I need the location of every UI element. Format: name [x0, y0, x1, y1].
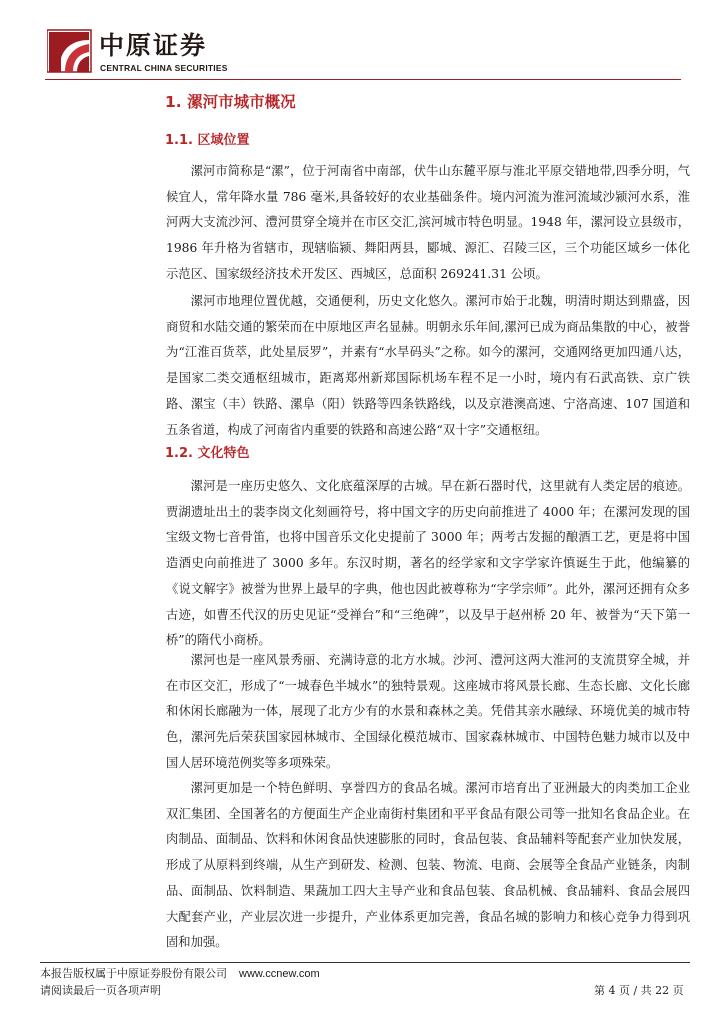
paragraph-culture-3: 漯河更加是一个特色鲜明、享誉四方的食品名城。漯河市培育出了亚洲最大的肉类加工企业双汇集团、全国著名的方便面生产企业南街村集团和平平食品有限公司等一批知名食品企业。在肉制品、面制品、饮料和休闲食品快速膨胀的同时，食品包装、食品辅料等配套产业加快发展，形成了从原料到终端，从生产到研发、检测、包装、物流、电商、会展等全食品产业链条，肉制品、面制品、饮料制造、果蔬加工四大主导产业和食品包装、食品机械、食品辅料、食品会展四大配套产业，产业层次进一步提升，产业体系更加完善，食品名城的影响力和核心竞争力得到巩固和加强。 — [166, 781, 690, 950]
footer-copyright-line — [40, 967, 320, 981]
paragraph-location-1: 漯河市简称是“漯”，位于河南省中南部，伏牛山东麓平原与淮北平原交错地带,四季分明，气候宜人，常年降水量 786 毫米,具备较好的农业基础条件。境内河流为淮河流域沙颍河水系，淮河两大支流沙河、澧河贯穿全境并在市区交汇,滨河城市特色明显。1948 年，漯河设立县级市，1986 年升格为省辖市，现辖临颍、舞阳两县，郾城、源汇、召陵三区，三个功能区域乡一体化示范区、国家级经济技术开发区、西城区，总面积 269241.31 公顷。 — [166, 164, 690, 281]
company-logo — [47, 28, 247, 78]
logo-chinese-name: 中原证券 — [99, 31, 208, 60]
logo-emblem-icon — [47, 28, 93, 74]
page-number: 第 4 页 / 共 22 页 — [594, 984, 684, 997]
footer-divider — [40, 962, 690, 963]
subsection-title-location: 1.1. 区域位置 — [165, 133, 250, 148]
subsection-title-culture: 1.2. 文化特色 — [165, 446, 250, 461]
paragraph-culture-1: 漯河是一座历史悠久、文化底蕴深厚的古城。早在新石器时代，这里就有人类定居的痕迹。贾湖遗址出土的裴李岗文化刻画符号，将中国文字的历史向前推进了 4000 年；在漯河发现的国宝级文物七音骨笛，也将中国音乐文化史提前了 3000 年；两考古发掘的酿酒工艺，更是将中国造酒史向前推进了 3000 多年。东汉时期，著名的经学家和文字学家许慎诞生于此，他编纂的《说文解字》被誉为世界上最早的字典，他也因此被尊称为“字学宗师”。此外，漯河还拥有众多古迹，如曹丕代汉的历史见证“受禅台”和“三绝碑”，以及早于赵州桥 20 年、被誉为“天下第一桥”的隋代小商桥。 — [166, 479, 690, 648]
footer-url-link[interactable]: www.ccnew.com — [239, 968, 320, 980]
paragraph-location-2: 漯河市地理位置优越，交通便利，历史文化悠久。漯河市始于北魏，明清时期达到鼎盛，因商贸和水陆交通的繁荣而在中原地区声名显赫。明朝永乐年间,漯河已成为商品集散的中心，被誉为“江淮百货萃，此处星辰罗”，并素有“水旱码头”之称。如今的漯河，交通网络更加四通八达，是国家二类交通枢纽城市，距离郑州新郑国际机场车程不足一小时，境内有石武高铁、京广铁路、漯宝（丰）铁路、漯阜（阳）铁路等四条铁路线，以及京港澳高速、宁洛高速、107 国道和五条省道，构成了河南省内重要的铁路和高速公路“双十字”交通枢纽。 — [166, 294, 690, 437]
footer-copyright: 本报告版权属于中原证券股份有限公司 — [40, 967, 227, 980]
paragraph-culture-2: 漯河也是一座风景秀丽、充满诗意的北方水城。沙河、澧河这两大淮河的支流贯穿全城，并在市区交汇，形成了“一城春色半城水”的独特景观。这座城市将风景长廊、生态长廊、文化长廊和休闲长廊融为一体，展现了北方少有的水景和森林之美。凭借其亲水融绿、环境优美的城市特色，漯河先后荣获国家园林城市、全国绿化模范城市、国家森林城市、中国特色魅力城市以及中国人居环境范例奖等多项殊荣。 — [166, 653, 690, 770]
section-title: 1. 漯河市城市概况 — [165, 93, 296, 111]
logo-english-name: CENTRAL CHINA SECURITIES — [100, 63, 228, 73]
header-divider — [45, 79, 681, 80]
footer-disclaimer: 请阅读最后一页各项声明 — [40, 984, 161, 997]
